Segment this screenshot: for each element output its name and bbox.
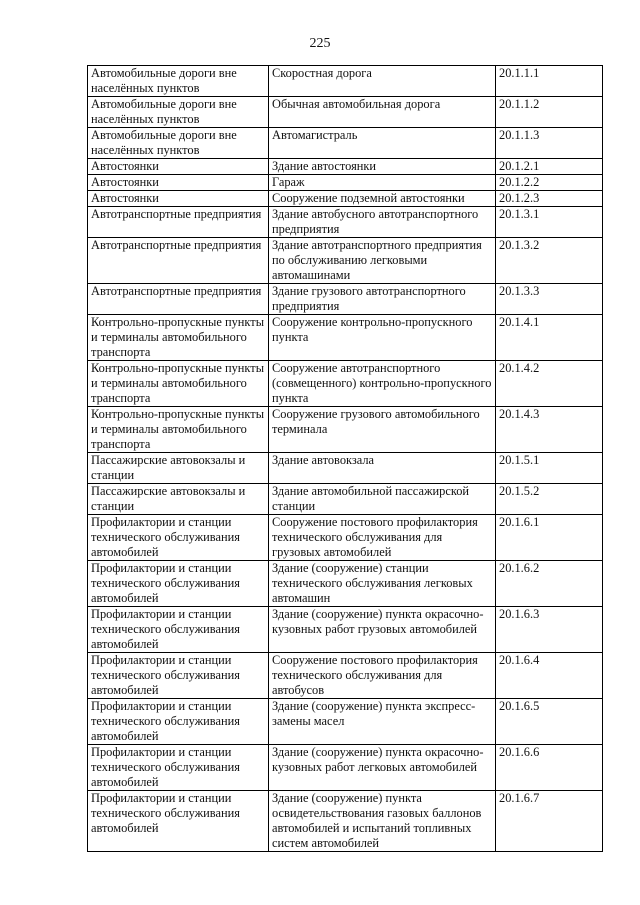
table-row xyxy=(88,238,603,284)
category-cell: Профилактории и станции технического обслуживания автомобилей xyxy=(88,515,269,561)
code-cell: 20.1.6.1 xyxy=(496,515,603,561)
category-cell: Пассажирские автовокзалы и станции xyxy=(88,484,269,515)
table-row xyxy=(88,791,603,852)
category-cell: Автостоянки xyxy=(88,191,269,207)
table-row xyxy=(88,653,603,699)
table-row xyxy=(88,484,603,515)
code-cell: 20.1.5.1 xyxy=(496,453,603,484)
object-cell: Гараж xyxy=(269,175,496,191)
object-cell: Скоростная дорога xyxy=(269,66,496,97)
classification-table xyxy=(87,65,603,852)
object-cell: Автомагистраль xyxy=(269,128,496,159)
category-cell: Профилактории и станции технического обслуживания автомобилей xyxy=(88,699,269,745)
table-body xyxy=(88,66,603,852)
table-row xyxy=(88,607,603,653)
category-cell: Пассажирские автовокзалы и станции xyxy=(88,453,269,484)
table-row xyxy=(88,66,603,97)
code-cell: 20.1.5.2 xyxy=(496,484,603,515)
category-cell: Профилактории и станции технического обслуживания автомобилей xyxy=(88,791,269,852)
table-row xyxy=(88,159,603,175)
category-cell: Контрольно-пропускные пункты и терминалы автомобильного транспорта xyxy=(88,361,269,407)
code-cell: 20.1.6.3 xyxy=(496,607,603,653)
object-cell: Здание (сооружение) пункта окрасочно-кузовных работ грузовых автомобилей xyxy=(269,607,496,653)
category-cell: Контрольно-пропускные пункты и терминалы автомобильного транспорта xyxy=(88,407,269,453)
category-cell: Автомобильные дороги вне населённых пунктов xyxy=(88,97,269,128)
code-cell: 20.1.1.1 xyxy=(496,66,603,97)
object-cell: Сооружение автотранспортного (совмещенного) контрольно-пропускного пункта xyxy=(269,361,496,407)
code-cell: 20.1.6.7 xyxy=(496,791,603,852)
category-cell: Автостоянки xyxy=(88,175,269,191)
table-row xyxy=(88,284,603,315)
code-cell: 20.1.2.1 xyxy=(496,159,603,175)
code-cell: 20.1.4.2 xyxy=(496,361,603,407)
category-cell: Профилактории и станции технического обслуживания автомобилей xyxy=(88,561,269,607)
table-row xyxy=(88,191,603,207)
code-cell: 20.1.3.3 xyxy=(496,284,603,315)
code-cell: 20.1.2.3 xyxy=(496,191,603,207)
object-cell: Здание (сооружение) пункта окрасочно-кузовных работ легковых автомобилей xyxy=(269,745,496,791)
code-cell: 20.1.3.1 xyxy=(496,207,603,238)
code-cell: 20.1.4.1 xyxy=(496,315,603,361)
object-cell: Здание автостоянки xyxy=(269,159,496,175)
code-cell: 20.1.6.6 xyxy=(496,745,603,791)
table-row xyxy=(88,97,603,128)
code-cell: 20.1.6.4 xyxy=(496,653,603,699)
code-cell: 20.1.2.2 xyxy=(496,175,603,191)
code-cell: 20.1.1.3 xyxy=(496,128,603,159)
object-cell: Сооружение контрольно-пропускного пункта xyxy=(269,315,496,361)
object-cell: Здание грузового автотранспортного предприятия xyxy=(269,284,496,315)
table-row xyxy=(88,745,603,791)
object-cell: Сооружение постового профилактория технического обслуживания для автобусов xyxy=(269,653,496,699)
table-row xyxy=(88,175,603,191)
table-row xyxy=(88,515,603,561)
object-cell: Здание автомобильной пассажирской станции xyxy=(269,484,496,515)
table-row xyxy=(88,207,603,238)
table-row xyxy=(88,407,603,453)
object-cell: Здание автотранспортного предприятия по обслуживанию легковыми автомашинами xyxy=(269,238,496,284)
category-cell: Профилактории и станции технического обслуживания автомобилей xyxy=(88,745,269,791)
table-row xyxy=(88,699,603,745)
page-number: 225 xyxy=(309,36,331,51)
category-cell: Автотранспортные предприятия xyxy=(88,207,269,238)
table-row xyxy=(88,561,603,607)
object-cell: Здание автобусного автотранспортного предприятия xyxy=(269,207,496,238)
object-cell: Здание (сооружение) пункта освидетельствования газовых баллонов автомобилей и испытаний топливных систем автомобилей xyxy=(269,791,496,852)
object-cell: Обычная автомобильная дорога xyxy=(269,97,496,128)
object-cell: Здание (сооружение) пункта экспресс-замены масел xyxy=(269,699,496,745)
table-row xyxy=(88,361,603,407)
code-cell: 20.1.4.3 xyxy=(496,407,603,453)
code-cell: 20.1.6.5 xyxy=(496,699,603,745)
category-cell: Профилактории и станции технического обслуживания автомобилей xyxy=(88,653,269,699)
object-cell: Сооружение подземной автостоянки xyxy=(269,191,496,207)
category-cell: Автостоянки xyxy=(88,159,269,175)
category-cell: Автотранспортные предприятия xyxy=(88,238,269,284)
code-cell: 20.1.3.2 xyxy=(496,238,603,284)
category-cell: Профилактории и станции технического обслуживания автомобилей xyxy=(88,607,269,653)
object-cell: Сооружение постового профилактория технического обслуживания для грузовых автомобилей xyxy=(269,515,496,561)
table-row xyxy=(88,128,603,159)
code-cell: 20.1.6.2 xyxy=(496,561,603,607)
object-cell: Здание автовокзала xyxy=(269,453,496,484)
table-row xyxy=(88,315,603,361)
code-cell: 20.1.1.2 xyxy=(496,97,603,128)
category-cell: Автомобильные дороги вне населённых пунктов xyxy=(88,66,269,97)
object-cell: Сооружение грузового автомобильного терминала xyxy=(269,407,496,453)
category-cell: Контрольно-пропускные пункты и терминалы автомобильного транспорта xyxy=(88,315,269,361)
category-cell: Автотранспортные предприятия xyxy=(88,284,269,315)
object-cell: Здание (сооружение) станции технического обслуживания легковых автомашин xyxy=(269,561,496,607)
category-cell: Автомобильные дороги вне населённых пунктов xyxy=(88,128,269,159)
table-row xyxy=(88,453,603,484)
